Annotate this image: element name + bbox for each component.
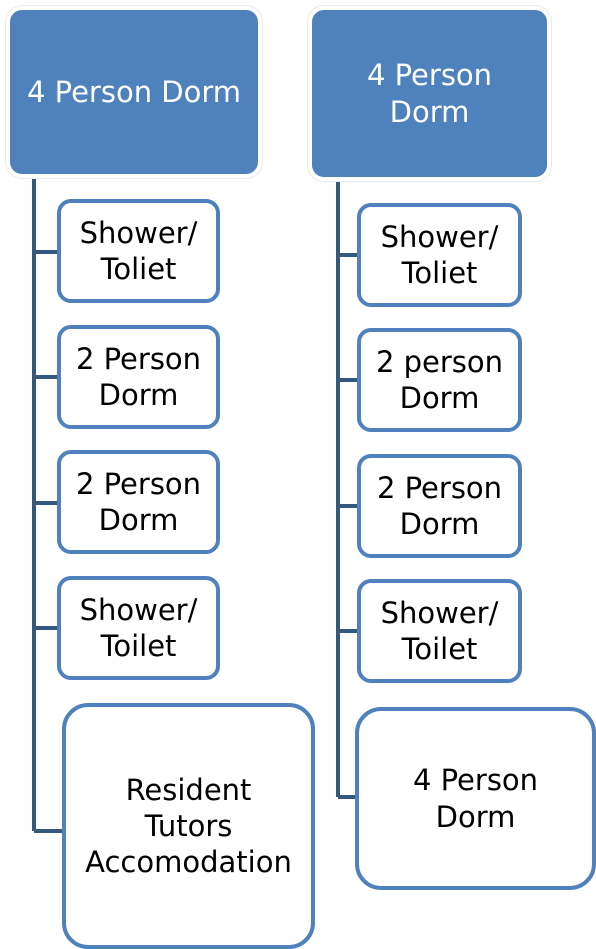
left-child-4: Shower/ Toilet bbox=[57, 576, 220, 680]
right-child-5: 4 Person Dorm bbox=[355, 707, 596, 890]
left-child-5: Resident Tutors Accomodation bbox=[62, 703, 315, 949]
left-child-1: Shower/ Toliet bbox=[57, 199, 220, 303]
right-child-3: 2 Person Dorm bbox=[357, 454, 522, 558]
right-head-box: 4 Person Dorm bbox=[308, 6, 551, 181]
right-child-4: Shower/ Toilet bbox=[357, 579, 522, 683]
right-child-2: 2 person Dorm bbox=[357, 328, 522, 432]
left-head-box: 4 Person Dorm bbox=[6, 6, 262, 178]
left-child-2: 2 Person Dorm bbox=[57, 325, 220, 429]
left-child-3: 2 Person Dorm bbox=[57, 450, 220, 554]
right-child-1: Shower/ Toliet bbox=[357, 203, 522, 307]
